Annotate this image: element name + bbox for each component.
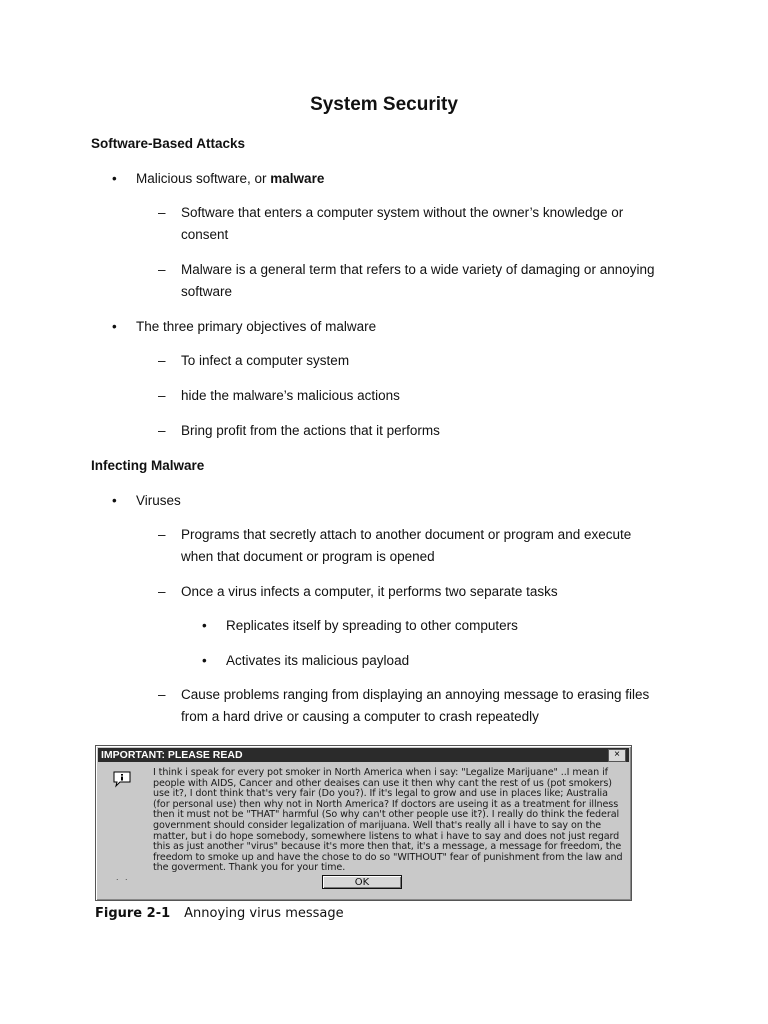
list-item-virus-problems: [181, 684, 701, 728]
dialog-message: I think i speak for every pot smoker in North America when i say: "Legalize Marijuane" ..I mean if people with AIDS, Cancer and other deaises can use it then why cant the rest of us (pot smokers) use it?, I dont think that's very fair (Do you?). If it's legal to grow and use in places like; Australia (for personal use) then why not in North America? If doctors are useing it as a treatment for illness then it must not be "THAT" harmful (So why can't other people use it?). I really do think the federal government should consider legalization of marijuana. Well that's really all i have to say on the matter, but i do hope somebody, somewhere listens to what i have to say and does not just regard this as just another "virus" because it's more then that, it's a message, a message for freedom, the freedom to smoke up and have the chose to do so "WITHOUT" fear of punishment from the law and the goverment. Thank you for your time.: [153, 767, 623, 874]
dialog-titlebar: [98, 748, 629, 762]
list-item-line: when that document or program is opened: [181, 549, 435, 564]
list-item-virus-definition: [181, 524, 701, 568]
section-heading-software-attacks: Software-Based Attacks: [91, 136, 246, 151]
dialog-decoration: . .: [116, 872, 130, 882]
list-item-objective-3: Bring profit from the actions that it performs: [181, 423, 440, 438]
figure-caption-text: Annoying virus message: [184, 906, 344, 921]
bullet-icon: •: [112, 319, 117, 334]
list-item-objective-2: hide the malware’s malicious actions: [181, 388, 400, 403]
dash-icon: –: [158, 687, 166, 702]
list-item-line: Malware is a general term that refers to a wide variety of damaging or annoying: [181, 262, 655, 277]
list-item-task-1: Replicates itself by spreading to other computers: [226, 618, 518, 633]
bullet-icon: •: [112, 493, 117, 508]
dash-icon: –: [158, 353, 166, 368]
list-item-malware-definition-2: [181, 259, 711, 303]
dash-icon: –: [158, 584, 166, 599]
dash-icon: –: [158, 262, 166, 277]
dash-icon: –: [158, 527, 166, 542]
list-item-objective-1: To infect a computer system: [181, 353, 350, 368]
section-heading-infecting-malware: Infecting Malware: [91, 458, 205, 473]
page-title: System Security: [310, 94, 458, 115]
dash-icon: –: [158, 423, 166, 438]
list-item-malware-definition-1: [181, 202, 701, 246]
bullet-viruses: Viruses: [136, 493, 181, 508]
dialog-title: IMPORTANT: PLEASE READ: [101, 749, 243, 761]
ok-button[interactable]: OK: [322, 875, 402, 889]
bullet-icon: •: [202, 618, 207, 633]
dash-icon: –: [158, 388, 166, 403]
list-item-line: software: [181, 284, 233, 299]
virus-message-dialog: [95, 745, 632, 901]
list-item-line: Software that enters a computer system without the owner’s knowledge or: [181, 205, 624, 220]
list-item-line: Cause problems ranging from displaying an annoying message to erasing files: [181, 687, 650, 702]
figure-caption: [95, 906, 344, 921]
figure-label: Figure 2-1: [95, 906, 171, 921]
close-icon[interactable]: ×: [608, 749, 626, 762]
bullet-icon: •: [202, 653, 207, 668]
keyword-malware: malware: [270, 171, 325, 186]
info-icon: [112, 770, 132, 788]
list-item-line: from a hard drive or causing a computer to crash repeatedly: [181, 709, 539, 724]
bullet-icon: •: [112, 171, 117, 186]
bullet-objectives: The three primary objectives of malware: [136, 319, 377, 334]
list-item-line: consent: [181, 227, 229, 242]
list-item-task-2: Activates its malicious payload: [226, 653, 410, 668]
bullet-text: Malicious software, or: [136, 171, 271, 186]
list-item-virus-tasks: Once a virus infects a computer, it performs two separate tasks: [181, 584, 558, 599]
dash-icon: –: [158, 205, 166, 220]
list-item-line: Programs that secretly attach to another document or program and execute: [181, 527, 632, 542]
bullet-malicious-software: [136, 168, 324, 190]
